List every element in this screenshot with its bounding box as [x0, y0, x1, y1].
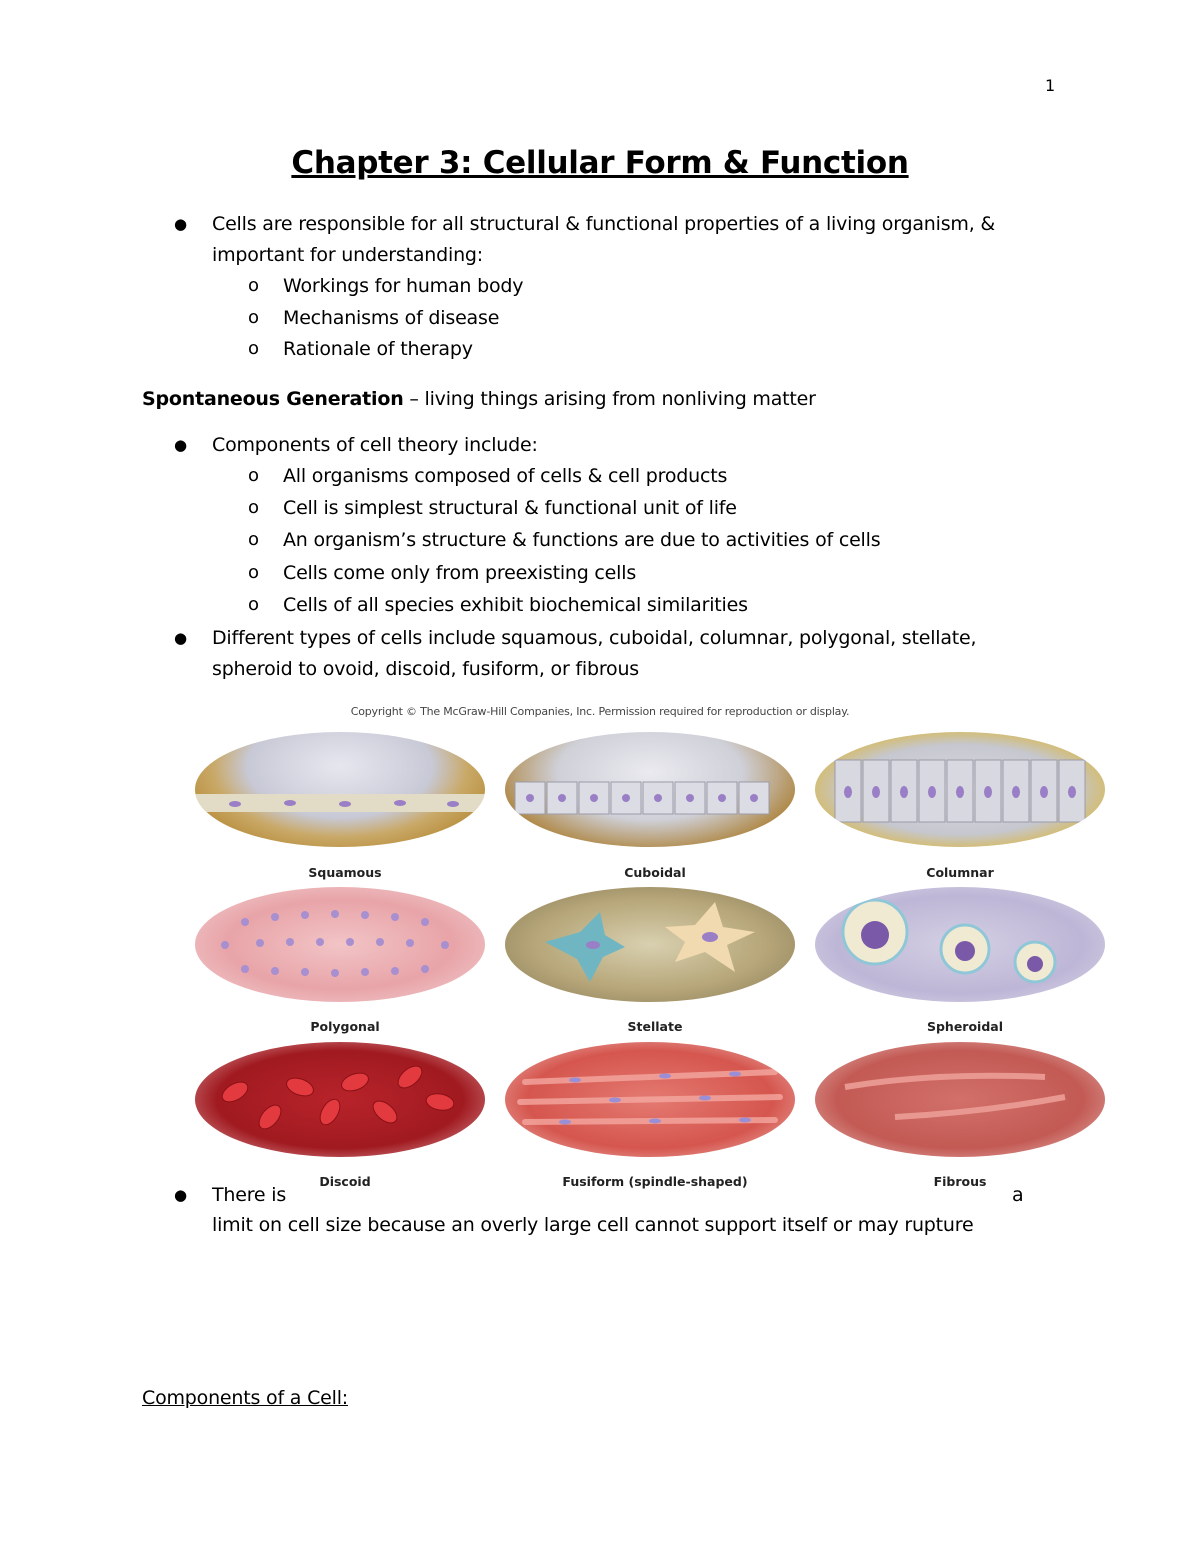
label-columnar: Columnar: [926, 865, 994, 880]
spheroidal-panel: [810, 877, 1110, 1017]
intro-line-2: important for understanding:: [212, 244, 483, 266]
spontaneous-generation-definition: [142, 386, 816, 412]
cuboidal-illustration: [505, 732, 795, 847]
fibrous-panel: [810, 1032, 1110, 1172]
cell-theory-item: All organisms composed of cells & cell products: [283, 465, 728, 487]
bullet-marker: ●: [174, 436, 188, 454]
spontaneous-generation-term: Spontaneous Generation: [142, 388, 404, 410]
sub-bullet-marker: o: [248, 562, 260, 583]
fibrous-cells-svg: [815, 1042, 1105, 1157]
discoid-illustration: [195, 1042, 485, 1157]
sub-bullet-marker: o: [248, 275, 260, 296]
cell-theory-item: An organism’s structure & functions are due to activities of cells: [283, 529, 881, 551]
sub-bullet-marker: o: [248, 529, 260, 550]
page-number: 1: [1045, 76, 1056, 95]
label-fusiform: Fusiform (spindle-shaped): [562, 1174, 748, 1189]
squamous-illustration: [195, 732, 485, 847]
polygonal-cells-svg: [195, 887, 485, 1002]
sub-bullet-marker: o: [248, 465, 260, 486]
sub-bullet-marker: o: [248, 497, 260, 518]
fibrous-illustration: [815, 1042, 1105, 1157]
size-limit-article: a: [1012, 1184, 1024, 1206]
page-title: Chapter 3: Cellular Form & Function: [291, 145, 909, 181]
label-polygonal: Polygonal: [310, 1019, 380, 1034]
sub-bullet-marker: o: [248, 338, 260, 359]
bullet-marker: ●: [174, 629, 188, 647]
cell-theory-item: Cell is simplest structural & functional unit of life: [283, 497, 737, 519]
squamous-panel: [190, 722, 490, 862]
fusiform-cells-svg: [505, 1042, 795, 1157]
cuboidal-panel: [500, 722, 800, 862]
stellate-cells-svg: [505, 887, 795, 1002]
discoid-cells-svg: [195, 1042, 485, 1157]
spheroidal-illustration: [815, 887, 1105, 1002]
intro-subitem: Rationale of therapy: [283, 338, 473, 360]
discoid-panel: [190, 1032, 490, 1172]
label-cuboidal: Cuboidal: [624, 865, 686, 880]
squamous-cells-svg: [195, 732, 485, 847]
polygonal-illustration: [195, 887, 485, 1002]
intro-subitem: Workings for human body: [283, 275, 524, 297]
columnar-panel: [810, 722, 1110, 862]
columnar-cells-svg: [815, 732, 1105, 847]
intro-line-1: Cells are responsible for all structural & functional properties of a living organism, &: [212, 213, 996, 235]
cell-shapes-figure: [190, 722, 1120, 1202]
cuboidal-cells-svg: [505, 732, 795, 847]
fusiform-illustration: [505, 1042, 795, 1157]
label-stellate: Stellate: [627, 1019, 683, 1034]
cell-theory-item: Cells come only from preexisting cells: [283, 562, 637, 584]
cell-types-line-2: spheroid to ovoid, discoid, fusiform, or fibrous: [212, 658, 639, 680]
label-spheroidal: Spheroidal: [926, 1019, 1004, 1034]
cell-theory-heading: Components of cell theory include:: [212, 434, 538, 456]
stellate-panel: [500, 877, 800, 1017]
cell-types-line-1: Different types of cells include squamous, cuboidal, columnar, polygonal, stellate,: [212, 627, 977, 649]
columnar-illustration: [815, 732, 1105, 847]
stellate-illustration: [505, 887, 795, 1002]
polygonal-panel: [190, 877, 490, 1017]
size-limit-line-2: limit on cell size because an overly large cell cannot support itself or may rupture: [212, 1214, 974, 1236]
cell-theory-item: Cells of all species exhibit biochemical similarities: [283, 594, 748, 616]
bullet-marker: ●: [174, 215, 188, 233]
size-limit-start: There is: [212, 1184, 287, 1206]
sub-bullet-marker: o: [248, 594, 260, 615]
label-squamous: Squamous: [308, 865, 382, 880]
sub-bullet-marker: o: [248, 307, 260, 328]
fusiform-panel: [500, 1032, 800, 1172]
components-heading: Components of a Cell:: [142, 1387, 348, 1409]
spheroidal-cells-svg: [815, 887, 1105, 1002]
bullet-marker: ●: [174, 1186, 188, 1204]
intro-subitem: Mechanisms of disease: [283, 307, 500, 329]
label-fibrous: Fibrous: [933, 1174, 987, 1189]
spontaneous-generation-text: – living things arising from nonliving matter: [403, 388, 816, 410]
label-discoid: Discoid: [319, 1174, 371, 1189]
figure-copyright: Copyright © The McGraw-Hill Companies, Inc. Permission required for reproduction or display.: [350, 705, 850, 718]
